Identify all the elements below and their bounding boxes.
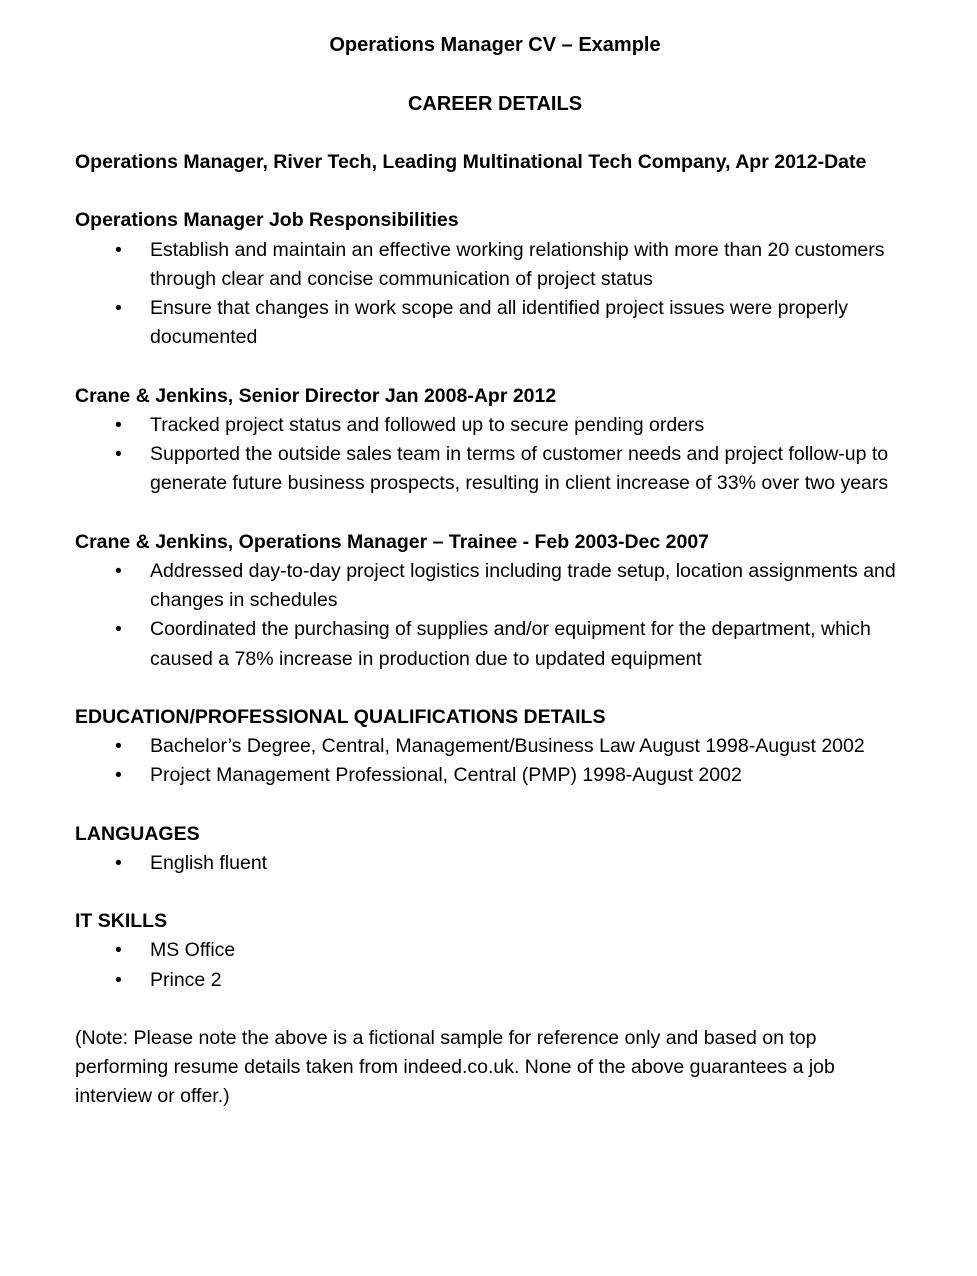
- it-skills-bullet-list: [75, 936, 915, 995]
- section-current-role: [75, 148, 915, 177]
- section-job-responsibilities: [75, 206, 915, 352]
- job-responsibilities-heading: Operations Manager Job Responsibilities: [75, 209, 459, 232]
- document-title: Operations Manager CV – Example: [329, 34, 661, 56]
- languages-heading: LANGUAGES: [75, 822, 200, 845]
- bullet-item: • Tracked project status and followed up to secure pending orders: [75, 411, 915, 440]
- bullet-item: • Establish and maintain an effective working relationship with more than 20 customers through clear and concise communication of project status: [75, 236, 915, 295]
- it-skills-heading: IT SKILLS: [75, 910, 168, 932]
- current-role-heading: Operations Manager, River Tech, Leading Multinational Tech Company, Apr 2012-Date: [75, 151, 867, 173]
- bullet-item: • Prince 2: [75, 966, 915, 995]
- trainee-heading: Crane & Jenkins, Operations Manager – Trainee - Feb 2003-Dec 2007: [75, 530, 710, 553]
- job-responsibilities-bullet-list: [75, 236, 915, 353]
- section-senior-director: [75, 382, 915, 499]
- bullet-item: • Ensure that changes in work scope and all identified project issues were properly documented: [75, 294, 915, 353]
- bullet-item: • Coordinated the purchasing of supplies and/or equipment for the department, which caused a 78% increase in production due to updated equipment: [75, 615, 915, 674]
- education-bullet-list: [75, 732, 915, 791]
- trainee-bullet-list: [75, 557, 915, 674]
- bullet-item: • English fluent: [75, 849, 915, 878]
- section-trainee: [75, 528, 915, 674]
- bullet-item: • Bachelor’s Degree, Central, Management/Business Law August 1998-August 2002: [75, 732, 915, 761]
- bullet-item: • Addressed day-to-day project logistics including trade setup, location assignments and changes in schedules: [75, 557, 915, 616]
- senior-director-heading: Crane & Jenkins, Senior Director Jan 2008-Apr 2012: [75, 384, 557, 407]
- bullet-item: • MS Office: [75, 936, 915, 965]
- bullet-item: • Project Management Professional, Central (PMP) 1998-August 2002: [75, 761, 915, 790]
- bullet-item: • Supported the outside sales team in terms of customer needs and project follow-up to generate future business prospects, resulting in client increase of 33% over two years: [75, 440, 915, 499]
- career-details-heading: CAREER DETAILS: [407, 93, 583, 115]
- education-heading: EDUCATION/PROFESSIONAL QUALIFICATIONS DETAILS: [75, 705, 606, 728]
- languages-bullet-list: [75, 849, 915, 878]
- section-languages: [75, 820, 915, 879]
- section-education: [75, 703, 915, 791]
- section-it-skills: [75, 907, 915, 995]
- senior-director-bullet-list: [75, 411, 915, 499]
- disclaimer-note: (Note: Please note the above is a fictional sample for reference only and based on top performing resume details taken from indeed.co.uk. None of the above guarantees a job interview or offer.): [75, 1026, 835, 1108]
